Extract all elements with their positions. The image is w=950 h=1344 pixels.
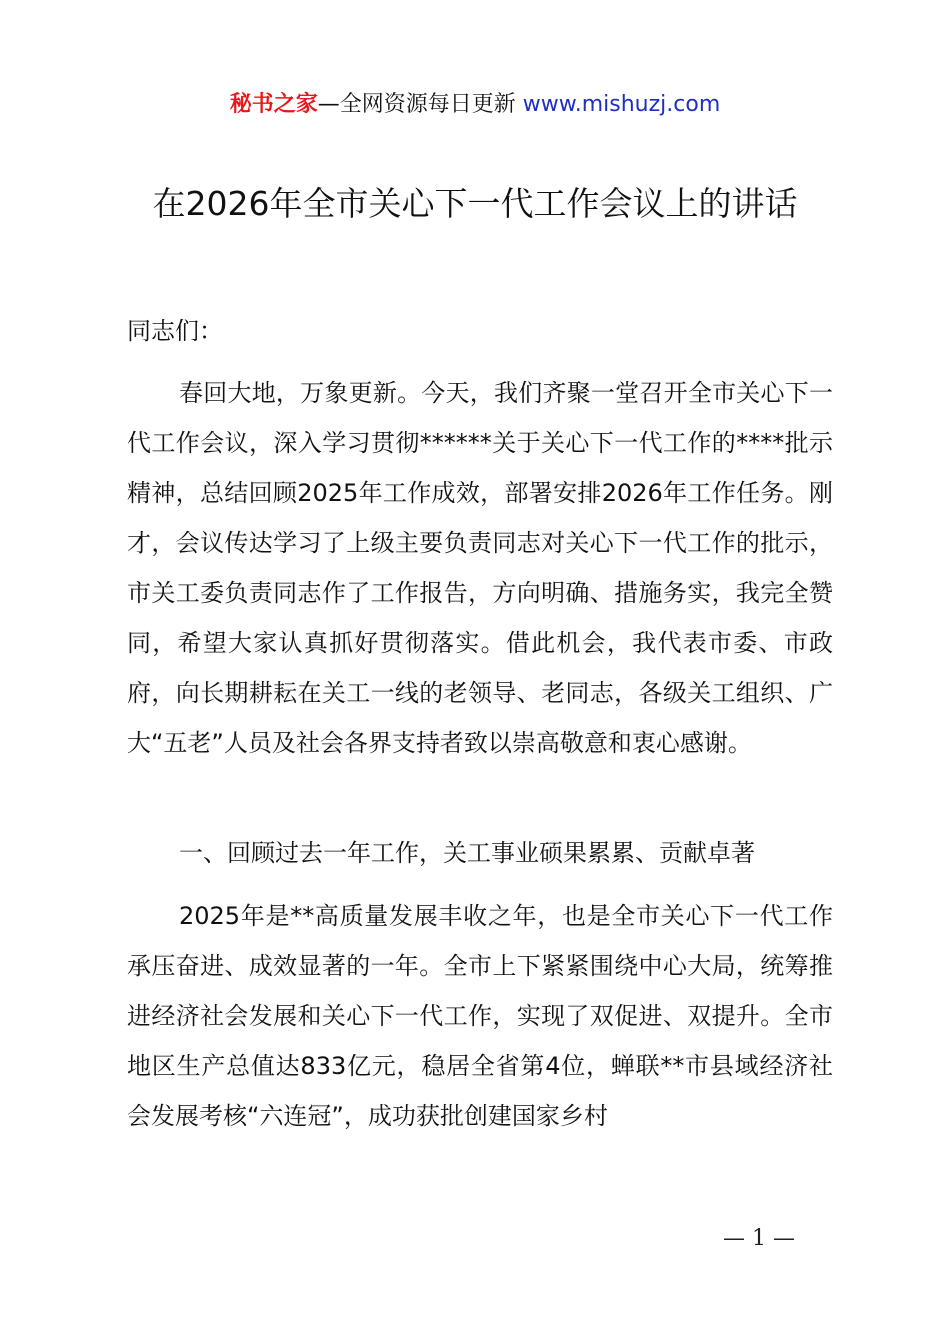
document-title: 在2026年全市关心下一代工作会议上的讲话 bbox=[152, 184, 798, 223]
brand-name: 秘书之家 bbox=[229, 92, 318, 117]
page-number: — 1 — bbox=[723, 1226, 795, 1251]
greeting: 同志们： bbox=[127, 317, 223, 345]
site-url-link[interactable]: www.mishuzj.com bbox=[522, 92, 721, 117]
paragraph-review: 2025年是**高质量发展丰收之年，也是全市关心下一代工作承压奋进、成效显著的一年。全市上下紧紧围绕中心大局，统筹推进经济社会发展和关心下一代工作，实现了双促进、双提升。全市地区生产总值达833亿元，稳居全省第4位，蝉联**市县域经济社会发展考核“六连冠”，成功获批创建国家乡村 bbox=[127, 902, 833, 1130]
site-header bbox=[0, 88, 950, 122]
paragraph-opening: 春回大地，万象更新。今天，我们齐聚一堂召开全市关心下一代工作会议，深入学习贯彻******关于关心下一代工作的****批示精神，总结回顾2025年工作成效，部署安排2026年工作任务。刚才，会议传达学习了上级主要负责同志对关心下一代工作的批示，市关工委负责同志作了工作报告，方向明确、措施务实，我完全赞同，希望大家认真抓好贯彻落实。借此机会，我代表市委、市政府，向长期耕耘在关工一线的老领导、老同志，各级关工组织、广大“五老”人员及社会各界支持者致以崇高敬意和衷心感谢。 bbox=[127, 379, 833, 757]
section-heading-1: 一、回顾过去一年工作，关工事业硕果累累、贡献卓著 bbox=[179, 839, 755, 867]
header-tagline: —全网资源每日更新 bbox=[317, 92, 516, 117]
